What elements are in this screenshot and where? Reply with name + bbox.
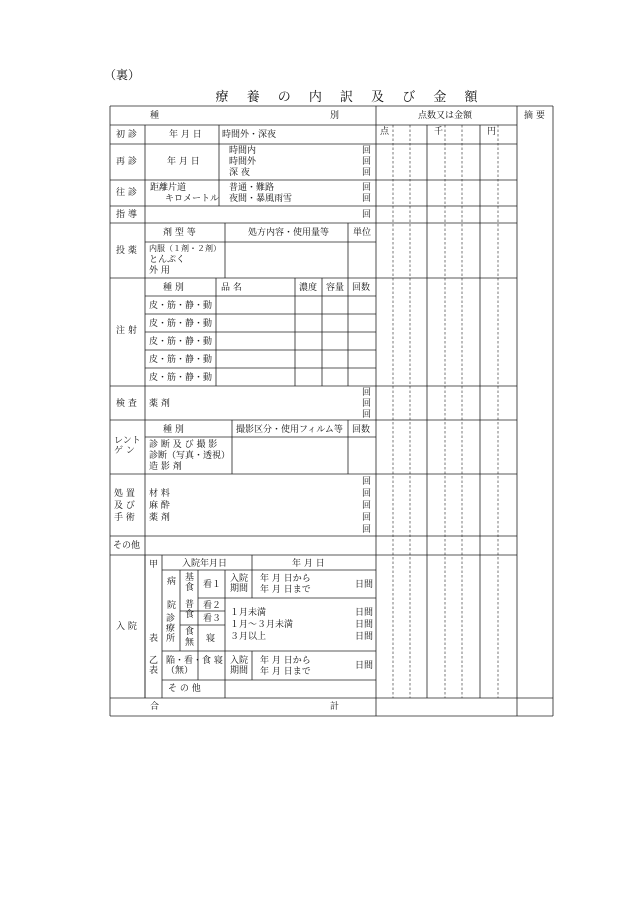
saishin-kai-1: 回 [362,146,372,156]
nyuin-mu: 無 [185,638,195,648]
saishin-date: 年 月 日 [167,157,200,167]
chusha-h-hin: 品 名 [221,283,242,293]
nyuin-to-otsu: 年 月 日まで [260,667,311,677]
nyuin-period-3: ３月以上 [230,632,267,642]
kensa-label: 検 査 [116,399,137,409]
shoshin-date: 年 月 日 [169,130,202,140]
header-type-left: 種 [150,111,160,121]
nyuin-from-ko: 年 月 日から [260,574,311,584]
xray-h-satsuei: 撮影区分・使用フィルム等 [236,425,343,435]
unit-ten: 点 [380,127,390,137]
saishin-line-3: 深 夜 [229,168,250,178]
oushin-km: キロメートル [165,194,220,204]
nyuin-period-nichikan-2: 日間 [355,620,374,630]
nyuin-kan2: 看２ [203,601,222,611]
nyuin-otsu-type: 陥・看・食 寝（無） [166,656,223,676]
oushin-line-1: 普通・難路 [229,183,275,193]
shochi-row-1: 材 料 [149,489,170,499]
shochi-kai-3: 回 [362,501,372,511]
nyuin-kisyoku: 基 食 [185,573,195,593]
xray-h-shu: 種 別 [163,425,184,435]
shido-label: 指 導 [116,210,137,220]
chusha-label: 注 射 [116,326,137,336]
chusha-h-kai: 回数 [352,283,371,293]
nyuin-other: そ の 他 [168,684,201,694]
saishin-kai-2: 回 [362,157,372,167]
nyuin-fushoku: 普 食 [185,600,195,620]
nyuin-label: 入 院 [116,622,137,632]
nyuin-to-ko: 年 月 日まで [260,585,311,595]
shoshin-label: 初 診 [116,130,137,140]
sonota-label: その他 [113,541,141,551]
total-left: 合 [150,702,160,712]
oushin-kai-2: 回 [362,194,372,204]
toyaku-h-zai: 剤 型 等 [163,228,196,238]
chusha-h-nodo: 濃度 [299,283,318,293]
chusha-h-shu: 種 別 [163,283,184,293]
nyuin-nichikan-otsu: 日間 [355,661,374,671]
chusha-row-4: 皮・筋・静・動 [149,355,213,365]
nyuin-period-nichikan-1: 日間 [355,608,374,618]
toyaku-h-tani: 単位 [353,228,372,238]
saishin-label: 再 診 [116,157,137,167]
header-type-right: 別 [330,111,340,121]
chusha-row-5: 皮・筋・静・動 [149,373,213,383]
oushin-kyori: 距離片道 [150,183,187,193]
kensa-sub: 薬 剤 [149,399,170,409]
nyuin-ko: 甲 [149,560,159,570]
nyuin-kan1: 看１ [203,580,222,590]
nyuin-shin: 寝 [206,634,216,644]
form-title: 療 養 の 内 訳 及 び 金 額 [215,90,485,105]
chusha-row-3: 皮・筋・静・動 [149,337,213,347]
shochi-kai-2: 回 [362,489,372,499]
nyuin-from-otsu: 年 月 日から [260,656,311,666]
xray-row-1: 診 断 及 び 撮 影 [149,440,218,450]
nyuin-kan3: 看３ [203,614,222,624]
kensa-kai-3: 回 [362,410,372,420]
unit-en: 円 [487,127,497,137]
shochi-kai-5: 回 [362,525,372,535]
chusha-h-yoryo: 容量 [326,283,345,293]
shoshin-sub: 時間外・深夜 [222,130,277,140]
saishin-line-1: 時間内 [229,146,257,156]
toyaku-h-shoho: 処方内容・使用量等 [248,228,330,238]
nyuin-shoku: 食 [185,627,195,637]
toyaku-row-2: とんぷく [149,255,186,265]
nyuin-period-nichikan-3: 日間 [355,632,374,642]
chusha-row-2: 皮・筋・静・動 [149,319,213,329]
oushin-label: 往 診 [116,188,137,198]
unit-sen: 千 [434,127,444,137]
nyuin-period-1: １月未満 [230,608,267,618]
kensa-kai-1: 回 [362,388,372,398]
xray-row-2: 診断（写真・透視） [149,451,231,461]
total-right: 計 [330,702,340,712]
chusha-row-1: 皮・筋・静・動 [149,301,213,311]
nyuin-kikan-otsu: 入院 期間 [230,656,249,676]
kensa-kai-2: 回 [362,399,372,409]
saishin-kai-3: 回 [362,168,372,178]
toyaku-row-1: 内服（１剤・２剤） [149,244,221,253]
nyuin-byo: 病 [167,577,177,587]
nyuin-date-value: 年 月 日 [292,559,325,569]
oushin-line-2: 夜間・暴風雨雪 [229,194,293,204]
header-remarks: 摘 要 [524,111,545,121]
toyaku-row-3: 外 用 [149,266,170,276]
nyuin-date-label: 入院年月日 [182,559,228,569]
shochi-kai-4: 回 [362,513,372,523]
shochi-label: 処 置 及 び 手 術 [114,489,135,523]
nyuin-kikan-ko: 入院 期間 [230,574,249,594]
shido-kai: 回 [362,210,372,220]
xray-label: レント ゲ ン [114,436,141,456]
shochi-row-2: 麻 酔 [149,501,170,511]
nyuin-nichikan-ko: 日間 [355,580,374,590]
shochi-row-3: 薬 剤 [149,513,170,523]
xray-h-kai: 回数 [352,425,371,435]
oushin-kai-1: 回 [362,183,372,193]
nyuin-in: 院 [167,601,177,611]
xray-row-3: 造 影 剤 [149,462,182,472]
nyuin-shinryojo: 診 療 所 [166,614,176,644]
header-points: 点数又は金額 [418,111,473,121]
nyuin-otsu: 乙 表 [149,656,159,676]
reverse-side-label: （裏） [104,68,141,82]
nyuin-hyo: 表 [149,634,159,644]
shochi-kai-1: 回 [362,477,372,487]
toyaku-label: 投 薬 [116,246,137,256]
saishin-line-2: 時間外 [229,157,257,167]
nyuin-period-2: １月～３月未満 [230,620,294,630]
